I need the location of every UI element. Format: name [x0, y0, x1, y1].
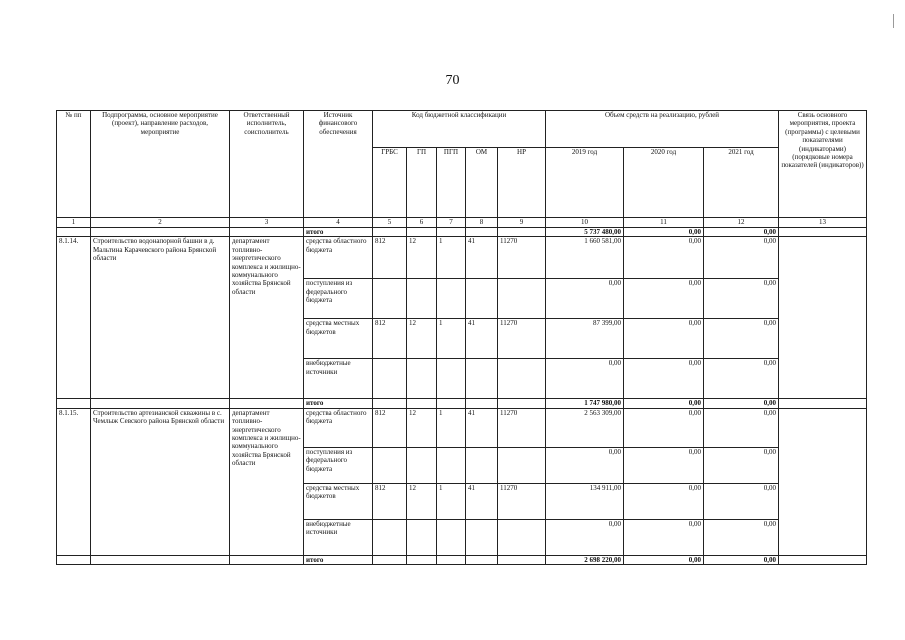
funding-source: поступления из федерального бюджета — [304, 447, 373, 483]
amount-2021: 0,00 — [704, 447, 779, 483]
budget-table — [56, 110, 867, 565]
code-nr — [498, 519, 546, 555]
amount-2020: 0,00 — [624, 519, 704, 555]
total-2019: 2 698 220,00 — [546, 555, 624, 564]
amount-2020: 0,00 — [624, 359, 704, 399]
column-number: 9 — [498, 218, 546, 228]
header-pgp: ПГП — [437, 148, 466, 218]
total-2020: 0,00 — [624, 228, 704, 237]
code-gp: 12 — [407, 408, 437, 447]
amount-2019: 134 911,00 — [546, 483, 624, 519]
amount-2021: 0,00 — [704, 519, 779, 555]
code-pgp — [437, 279, 466, 319]
total-label: итого — [304, 399, 373, 408]
header-responsible: Ответственный исполнитель, соисполнитель — [230, 111, 304, 218]
total-row — [57, 399, 867, 408]
header-gp: ГП — [407, 148, 437, 218]
header-2019: 2019 год — [546, 148, 624, 218]
header-grbs: ГРБС — [373, 148, 407, 218]
code-gp — [407, 359, 437, 399]
total-2021: 0,00 — [704, 555, 779, 564]
total-2020: 0,00 — [624, 555, 704, 564]
total-label: итого — [304, 228, 373, 237]
header-program: Подпрограмма, основное мероприятие (проект), направление расходов, мероприятие — [91, 111, 230, 218]
code-grbs — [373, 359, 407, 399]
header-kbk: Код бюджетной классификации — [373, 111, 546, 148]
code-om — [466, 519, 498, 555]
code-pgp: 1 — [437, 237, 466, 279]
total-2021: 0,00 — [704, 228, 779, 237]
header-nr: НР — [498, 148, 546, 218]
item-program: Строительство водонапорной башни в д. Мальтина Карачевского района Брянской области — [91, 237, 230, 399]
header-source: Источник финансового обеспечения — [304, 111, 373, 218]
code-gp — [407, 447, 437, 483]
column-number: 13 — [779, 218, 867, 228]
column-number: 5 — [373, 218, 407, 228]
column-number: 8 — [466, 218, 498, 228]
amount-2020: 0,00 — [624, 319, 704, 359]
code-om — [466, 447, 498, 483]
total-label: итого — [304, 555, 373, 564]
amount-2020: 0,00 — [624, 408, 704, 447]
page-edge-mark — [893, 14, 894, 28]
funding-source: внебюджетные источники — [304, 519, 373, 555]
header-volume: Объем средств на реализацию, рублей — [546, 111, 779, 148]
header-link: Связь основного мероприятия, проекта (программы) с целевыми показателями (индикаторами) (порядковые номера показателей (индикаторов)) — [779, 111, 867, 218]
code-grbs: 812 — [373, 319, 407, 359]
amount-2019: 0,00 — [546, 519, 624, 555]
code-om: 41 — [466, 237, 498, 279]
total-row — [57, 228, 867, 237]
code-pgp: 1 — [437, 319, 466, 359]
funding-source: средства областного бюджета — [304, 408, 373, 447]
total-2021: 0,00 — [704, 399, 779, 408]
amount-2019: 0,00 — [546, 279, 624, 319]
code-nr: 11270 — [498, 408, 546, 447]
column-number-row — [57, 218, 867, 228]
amount-2019: 1 660 581,00 — [546, 237, 624, 279]
amount-2020: 0,00 — [624, 483, 704, 519]
amount-2021: 0,00 — [704, 359, 779, 399]
item-responsible: департамент топливно-энергетического комплекса и жилищно-коммунального хозяйства Брянской области — [230, 237, 304, 399]
total-2019: 5 737 480,00 — [546, 228, 624, 237]
total-2020: 0,00 — [624, 399, 704, 408]
funding-row — [57, 237, 867, 279]
code-om: 41 — [466, 319, 498, 359]
funding-source: внебюджетные источники — [304, 359, 373, 399]
code-grbs — [373, 279, 407, 319]
amount-2019: 2 563 309,00 — [546, 408, 624, 447]
column-number: 12 — [704, 218, 779, 228]
funding-source: средства местных бюджетов — [304, 319, 373, 359]
item-responsible: департамент топливно-энергетического комплекса и жилищно-коммунального хозяйства Брянской области — [230, 408, 304, 555]
column-number: 6 — [407, 218, 437, 228]
code-nr: 11270 — [498, 319, 546, 359]
column-number: 11 — [624, 218, 704, 228]
code-nr: 11270 — [498, 237, 546, 279]
code-grbs: 812 — [373, 237, 407, 279]
indicator-link — [779, 237, 867, 399]
code-grbs — [373, 447, 407, 483]
code-om: 41 — [466, 483, 498, 519]
code-pgp — [437, 447, 466, 483]
header-num: № пп — [57, 111, 91, 218]
code-nr: 11270 — [498, 483, 546, 519]
code-gp — [407, 279, 437, 319]
code-pgp: 1 — [437, 483, 466, 519]
code-om — [466, 359, 498, 399]
code-nr — [498, 359, 546, 399]
amount-2021: 0,00 — [704, 408, 779, 447]
item-number: 8.1.14. — [57, 237, 91, 399]
funding-source: средства областного бюджета — [304, 237, 373, 279]
code-gp: 12 — [407, 319, 437, 359]
indicator-link — [779, 408, 867, 555]
total-row — [57, 555, 867, 564]
column-number: 4 — [304, 218, 373, 228]
total-2019: 1 747 980,00 — [546, 399, 624, 408]
item-number: 8.1.15. — [57, 408, 91, 555]
code-grbs: 812 — [373, 408, 407, 447]
amount-2020: 0,00 — [624, 279, 704, 319]
column-number: 2 — [91, 218, 230, 228]
code-nr — [498, 447, 546, 483]
page-number: 70 — [445, 73, 460, 88]
code-nr — [498, 279, 546, 319]
column-number: 3 — [230, 218, 304, 228]
funding-source: средства местных бюджетов — [304, 483, 373, 519]
column-number: 1 — [57, 218, 91, 228]
header-2021: 2021 год — [704, 148, 779, 218]
code-om — [466, 279, 498, 319]
funding-row — [57, 408, 867, 447]
amount-2021: 0,00 — [704, 237, 779, 279]
amount-2020: 0,00 — [624, 237, 704, 279]
column-number: 10 — [546, 218, 624, 228]
column-number: 7 — [437, 218, 466, 228]
code-grbs: 812 — [373, 483, 407, 519]
header-2020: 2020 год — [624, 148, 704, 218]
amount-2021: 0,00 — [704, 319, 779, 359]
code-om: 41 — [466, 408, 498, 447]
code-gp — [407, 519, 437, 555]
funding-source: поступления из федерального бюджета — [304, 279, 373, 319]
header-om: ОМ — [466, 148, 498, 218]
amount-2020: 0,00 — [624, 447, 704, 483]
amount-2021: 0,00 — [704, 483, 779, 519]
item-program: Строительство артезианской скважины в с. Чемлыж Севского района Брянской области — [91, 408, 230, 555]
header-row — [57, 111, 867, 148]
code-pgp: 1 — [437, 408, 466, 447]
amount-2021: 0,00 — [704, 279, 779, 319]
code-pgp — [437, 359, 466, 399]
code-pgp — [437, 519, 466, 555]
code-grbs — [373, 519, 407, 555]
amount-2019: 0,00 — [546, 359, 624, 399]
code-gp: 12 — [407, 237, 437, 279]
amount-2019: 87 399,00 — [546, 319, 624, 359]
code-gp: 12 — [407, 483, 437, 519]
amount-2019: 0,00 — [546, 447, 624, 483]
